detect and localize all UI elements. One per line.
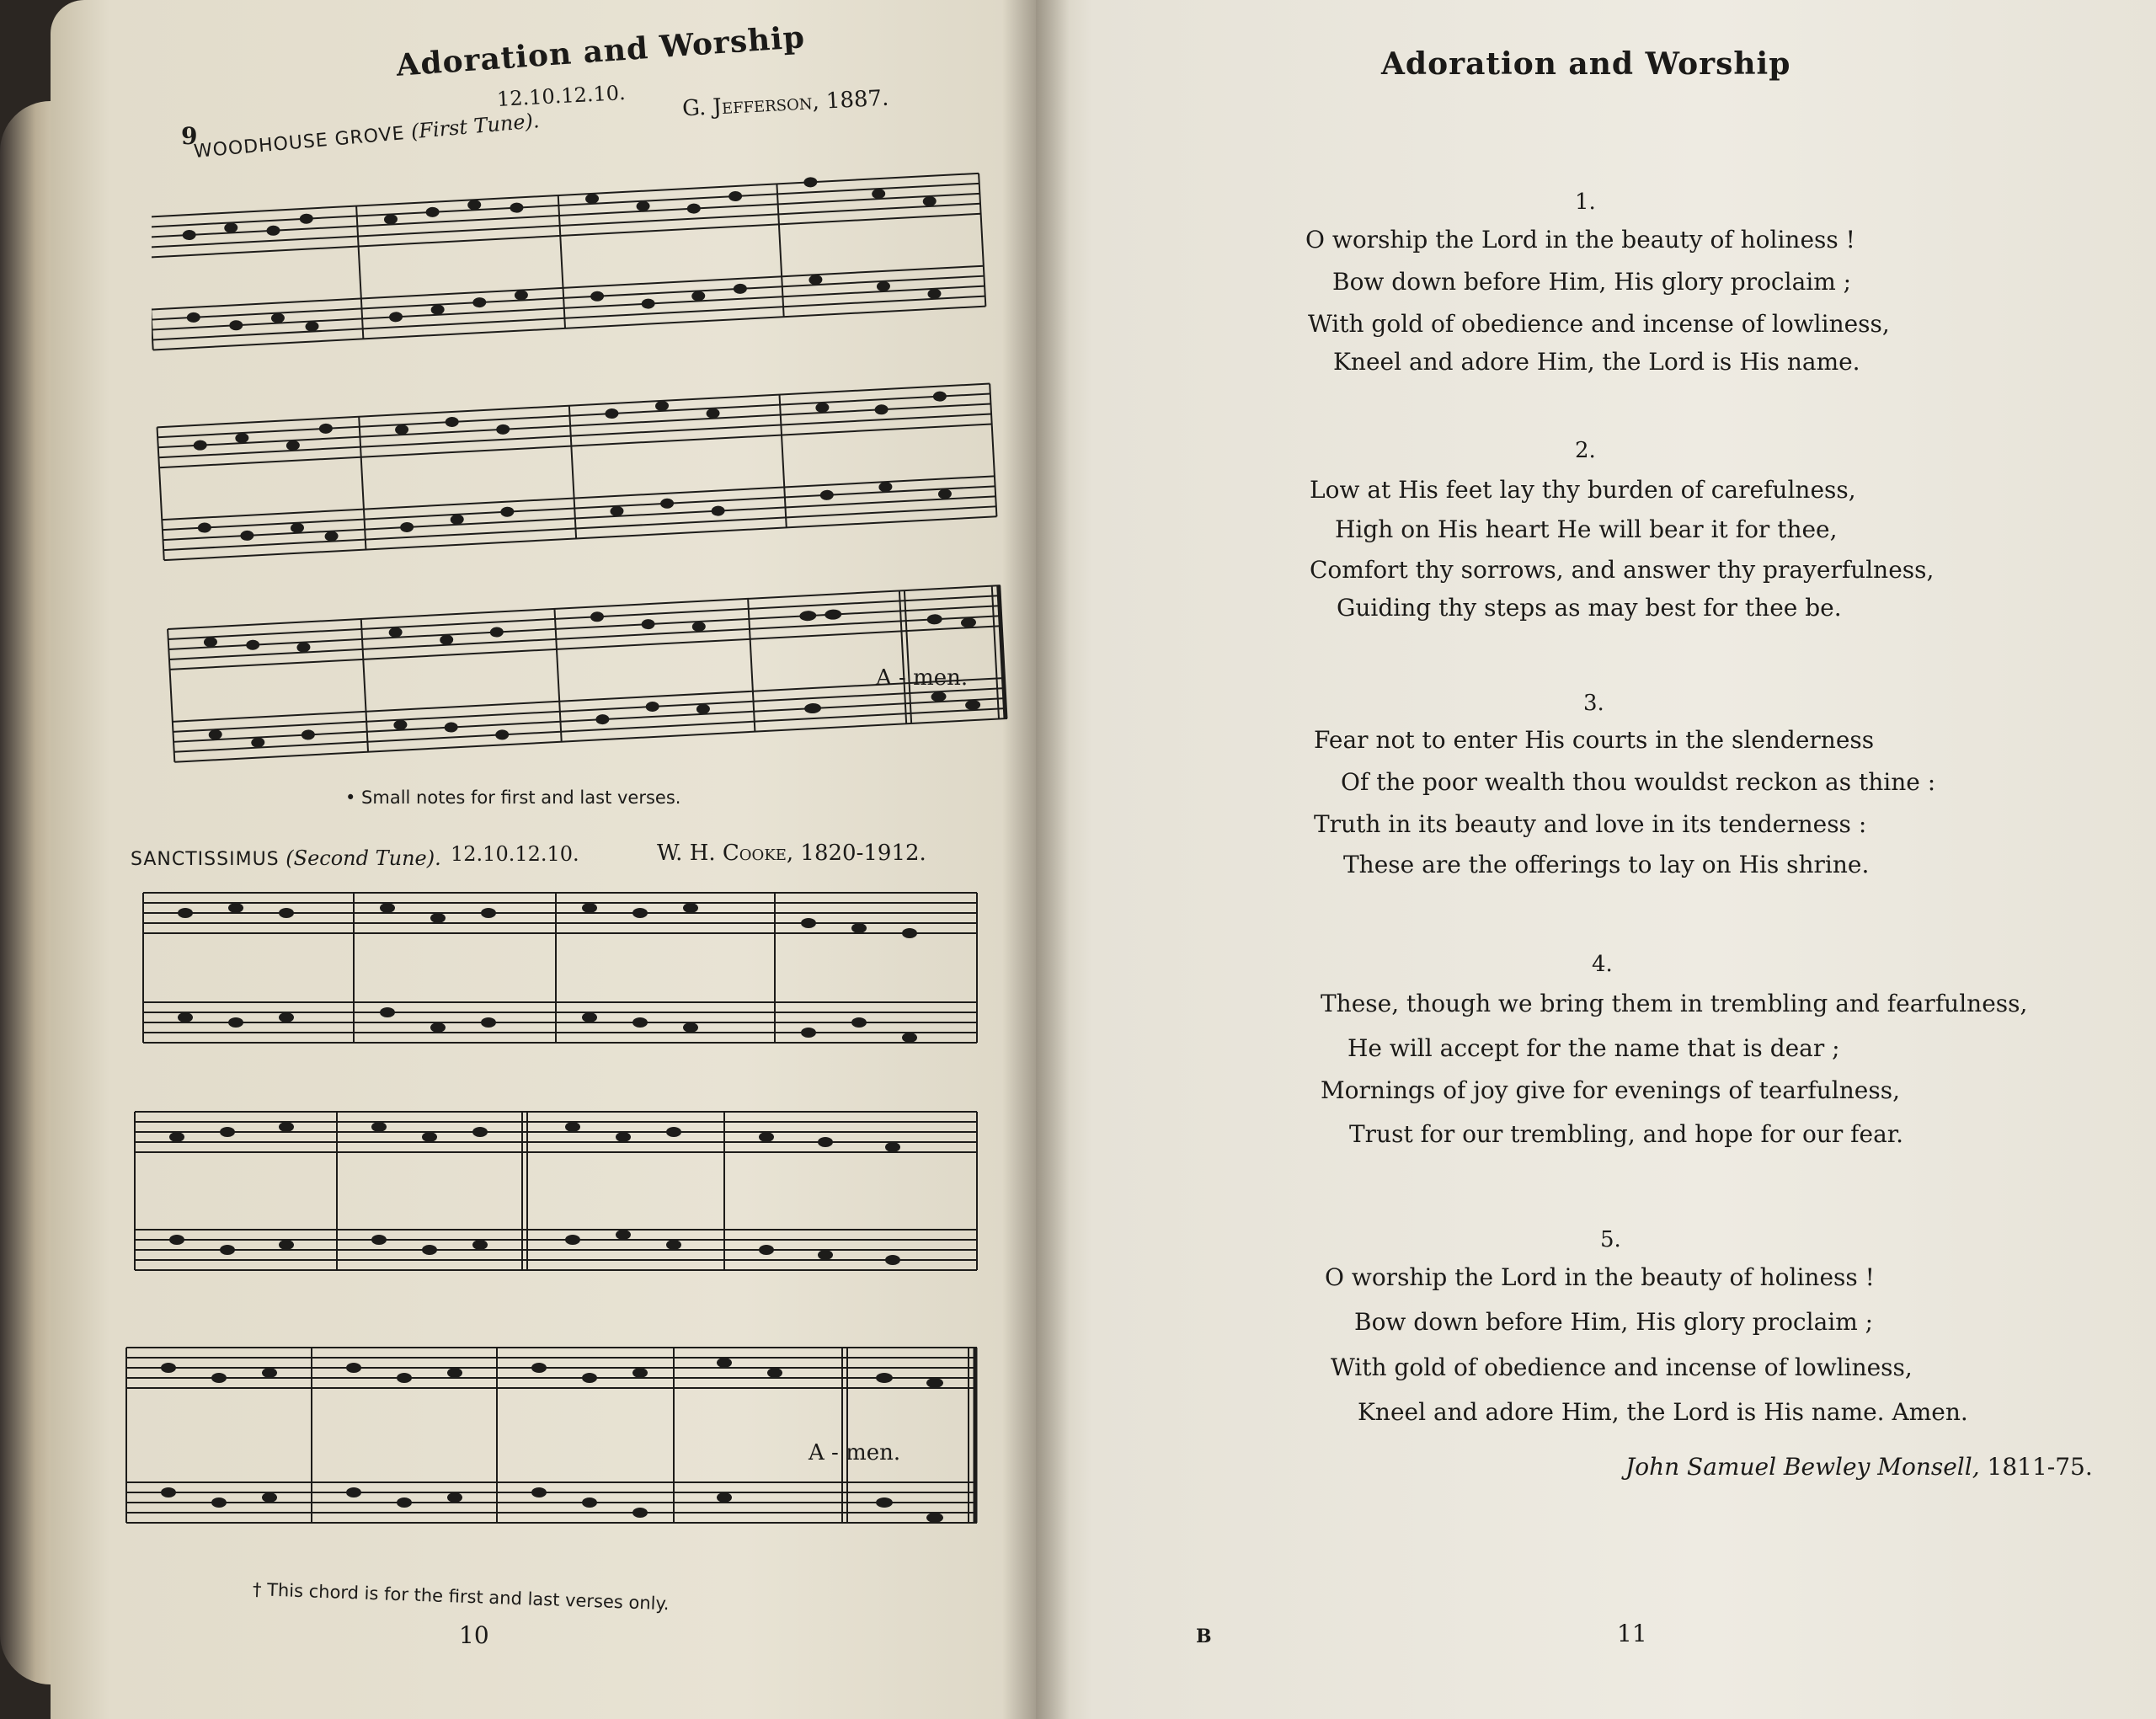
tune1-composer: G. Jefferson, 1887. — [681, 85, 890, 122]
right-page-header: Adoration and Worship — [1381, 46, 1791, 82]
left-page-number: 10 — [459, 1621, 489, 1649]
tune2-footnote: † This chord is for the first and last verses only. — [252, 1579, 670, 1615]
tune2-amen: A - men. — [808, 1440, 901, 1465]
verse-line: Guiding thy steps as may best for thee be. — [1337, 594, 1842, 622]
verse-line: O worship the Lord in the beauty of holiness ! — [1305, 226, 1855, 254]
author-name: John Samuel Bewley Monsell, — [1625, 1453, 1980, 1481]
tune2-heading — [131, 846, 441, 870]
verse-number: 1. — [1575, 190, 1596, 215]
verse-line: With gold of obedience and incense of lowliness, — [1308, 310, 1890, 338]
tune2-system-1 — [143, 893, 977, 1043]
signature-mark: B — [1196, 1626, 1212, 1647]
verse-line: Low at His feet lay thy burden of carefulness, — [1310, 476, 1856, 504]
verse-line: Trust for our trembling, and hope for our fear. — [1349, 1120, 1903, 1148]
tune1-name: WOODHOUSE GROVE — [193, 123, 406, 163]
verse-number: 2. — [1575, 438, 1596, 463]
tune2-name: SANCTISSIMUS — [131, 849, 280, 870]
verse-line: O worship the Lord in the beauty of holiness ! — [1325, 1263, 1875, 1291]
verse-line: Kneel and adore Him, the Lord is His name. — [1333, 348, 1860, 376]
verse-line: Kneel and adore Him, the Lord is His name. Amen. — [1358, 1398, 1968, 1426]
hymn-number: 9 — [181, 122, 198, 150]
verse-line: Fear not to enter His courts in the slenderness — [1314, 726, 1875, 754]
verse-line: These, though we bring them in trembling and fearfulness, — [1321, 990, 2028, 1017]
left-page — [51, 0, 1036, 1719]
right-page — [1036, 0, 2156, 1719]
tune2-system-2 — [135, 1112, 977, 1270]
right-page-number: 11 — [1617, 1620, 1647, 1647]
verse-line: Bow down before Him, His glory proclaim ; — [1332, 268, 1852, 296]
tune2-meter: 12.10.12.10. — [451, 842, 579, 866]
verse-line: High on His heart He will bear it for thee, — [1335, 515, 1838, 543]
tune2-note: (Second Tune). — [286, 846, 441, 870]
verse-line: Bow down before Him, His glory proclaim ; — [1354, 1308, 1874, 1336]
tune1-footnote: • Small notes for first and last verses. — [345, 787, 681, 808]
tune1-amen: A - men. — [876, 665, 969, 691]
left-page-header: Adoration and Worship — [395, 19, 807, 83]
tune1-meter: 12.10.12.10. — [496, 81, 627, 111]
verse-number: 3. — [1583, 691, 1604, 716]
verse-number: 5. — [1600, 1227, 1621, 1252]
verse-number: 4. — [1592, 952, 1613, 977]
tune1-note: (First Tune). — [409, 109, 541, 144]
verse-line: Mornings of joy give for evenings of tearfulness, — [1321, 1076, 1900, 1104]
verse-line: Truth in its beauty and love in its tenderness : — [1314, 810, 1867, 838]
book-gutter — [1002, 0, 1070, 1719]
verse-line: With gold of obedience and incense of lowliness, — [1331, 1353, 1913, 1381]
author-years: 1811-75. — [1987, 1453, 2093, 1481]
author — [1625, 1453, 2093, 1481]
tune1-system-2 — [157, 384, 997, 561]
tune2-system-3 — [126, 1348, 977, 1523]
verse-line: Comfort thy sorrows, and answer thy prayerfulness, — [1310, 556, 1935, 584]
tune2-composer: W. H. Cooke, 1820-1912. — [657, 841, 926, 866]
tune1-system-1 — [152, 174, 985, 350]
tune1-score — [152, 126, 1044, 817]
verse-line: He will accept for the name that is dear ; — [1348, 1034, 1840, 1062]
verse-line: These are the offerings to lay on His shrine. — [1343, 851, 1870, 878]
verse-line: Of the poor wealth thou wouldst reckon as thine : — [1341, 768, 1936, 796]
